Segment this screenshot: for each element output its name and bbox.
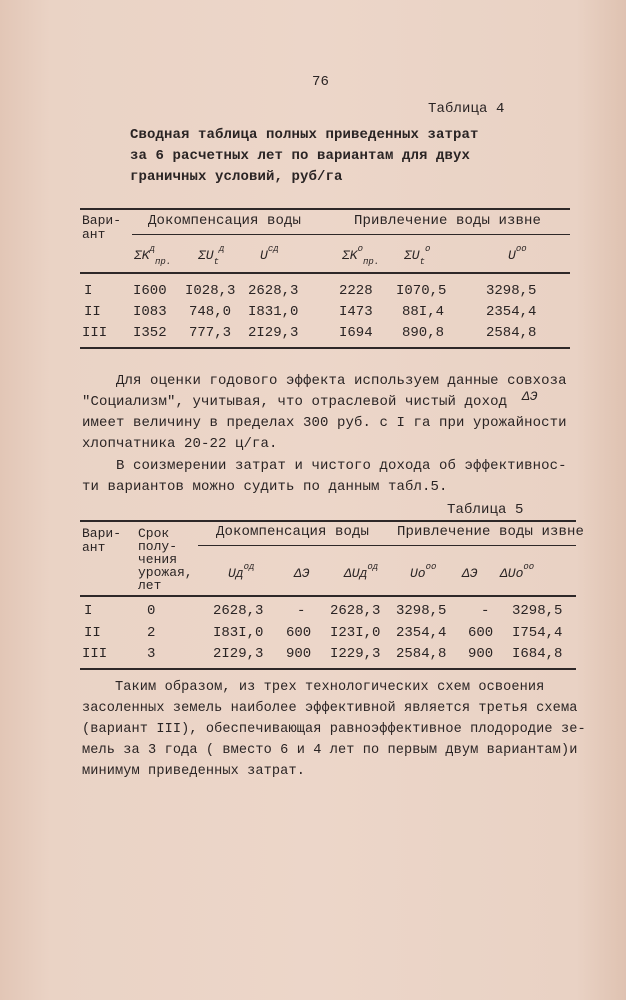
table4-col-variant-line1: Вари- [82,213,122,228]
table5-row2-c7: I754,4 [512,625,563,641]
table4-group-docompensation: Докомпенсация воды [148,213,302,229]
table4-row3-variant: III [82,325,108,341]
para1-line5: В соизмерении затрат и чистого дохода об эффективнос- [82,458,567,474]
table5-row2-c6: 600 [468,625,494,641]
table4-header-u-sum-docomp: $\Sigma U_t^д$ [198,244,225,267]
table5-group-docompensation: Докомпенсация воды [216,524,370,540]
table5-label: Таблица 5 [447,502,524,518]
table4-row1-c6: 3298,5 [486,283,537,299]
para2-line1: Таким образом, из трех технологических схем освоения [82,680,545,695]
para2-line3: (вариант III), обеспечивающая равноэффективное плодородие зе- [82,722,586,737]
table5-col-period-line1: Срок [138,526,170,541]
table5-top-rule [80,520,576,522]
table5-row3-c2: 2I29,3 [213,646,264,662]
table5-header-u-external: $Uо^{оо}$ [410,562,437,581]
table5-bottom-rule [80,668,576,670]
table4-bottom-rule [80,347,570,349]
table5-row3-c3: 900 [286,646,312,662]
para1-line2: "Социализм", учитывая, что отраслевой чистый доход [82,394,508,410]
table4-top-rule [80,208,570,210]
table4-group-external: Привлечение воды извне [354,213,542,229]
table5-row2-c2: I83I,0 [213,625,264,641]
para2-line5: минимум приведенных затрат. [82,764,305,779]
table5-row1-c3: - [297,603,306,619]
table5-row1-c5: 3298,5 [396,603,447,619]
table4-row2-c3: I831,0 [248,304,299,320]
table4-row2-c5: 88I,4 [402,304,445,320]
table5-row3-c4: I229,3 [330,646,381,662]
table5-col-period-line3: чения [138,552,178,567]
table5-col-period-line5: лет [138,578,162,593]
para1-line3: имеет величину в пределах 300 руб. с I га при урожайности [82,415,567,431]
table5-header-delta-e-2: ΔЭ [462,566,478,581]
table4-row2-c2: 748,0 [189,304,232,320]
table4-caption-line2: за 6 расчетных лет по вариантам для двух [130,148,471,164]
table4-row2-c1: I083 [133,304,167,320]
table5-col-period-line2: полу- [138,539,178,554]
table4-row1-c2: I028,3 [185,283,236,299]
table4-header-rule [80,272,570,274]
table4-row3-c6: 2584,8 [486,325,537,341]
table4-header-u-sum-external: $\Sigma U_t^о$ [404,244,431,267]
para1-delta-e-symbol: ΔЭ [522,389,538,404]
table5-row2-c1: 2 [147,625,156,641]
table5-row2-c5: 2354,4 [396,625,447,641]
table5-row1-c7: 3298,5 [512,603,563,619]
table4-row3-c4: I694 [339,325,373,341]
table4-group-rule [132,234,570,235]
table4-row3-c1: I352 [133,325,167,341]
table5-row3-c6: 900 [468,646,494,662]
table4-caption-line3: граничных условий, руб/га [130,169,343,185]
table4-row3-c3: 2I29,3 [248,325,299,341]
table5-header-rule [80,595,576,597]
table5-col-variant-line1: Вари- [82,526,122,541]
table4-header-u-total-docomp: $U^{cд}$ [260,244,279,263]
table5-row1-variant: I [84,603,93,619]
table5-col-period-line4: урожая, [138,565,193,580]
para2-line4: мель за 3 года ( вместо 6 и 4 лет по первым двум вариантам)и [82,743,578,758]
table4-header-u-total-external: $U^{оо}$ [508,244,527,263]
page-number: 76 [312,74,330,90]
table5-row2-c4: I23I,0 [330,625,381,641]
table5-header-delta-e-1: ΔЭ [294,566,310,581]
table4-row2-c6: 2354,4 [486,304,537,320]
para2-line2: засоленных земель наиболее эффективной является третья схема [82,701,578,716]
table5-row2-variant: II [84,625,101,641]
table5-row3-c1: 3 [147,646,156,662]
table4-row2-c4: I473 [339,304,373,320]
para1-line4: хлопчатника 20-22 ц/га. [82,436,278,452]
table4-row1-variant: I [84,283,93,299]
table5-row1-c2: 2628,3 [213,603,264,619]
table4-row3-c5: 890,8 [402,325,445,341]
table5-row3-variant: III [82,646,108,662]
table4-header-k-external: $\Sigma K^о_{пр.}$ [342,244,380,267]
para1-line1: Для оценки годового эффекта используем данные совхоза [82,373,567,389]
table5-row1-c6: - [481,603,490,619]
table5-group-external: Привлечение воды извне [397,524,585,540]
table4-col-variant-line2: ант [82,227,106,242]
table5-row3-c7: I684,8 [512,646,563,662]
table5-col-variant-line2: ант [82,540,106,555]
table4-row1-c1: I600 [133,283,167,299]
table5-group-rule [198,545,576,546]
table4-caption-line1: Сводная таблица полных приведенных затрат [130,127,479,143]
para1-line6: ти вариантов можно судить по данным табл.5. [82,479,448,495]
table4-row1-c3: 2628,3 [248,283,299,299]
table4-label: Таблица 4 [428,101,505,117]
table5-row1-c4: 2628,3 [330,603,381,619]
table5-row2-c3: 600 [286,625,312,641]
table4-row1-c4: 2228 [339,283,373,299]
table4-header-k-docomp: $\Sigma K^д_{пр.}$ [134,244,172,267]
table5-header-u-docomp: $Uд^{од}$ [228,562,255,581]
table4-row2-variant: II [84,304,101,320]
table4-row3-c2: 777,3 [189,325,232,341]
table5-row3-c5: 2584,8 [396,646,447,662]
table5-header-delta-u-external: ΔUо$^{оо}$ [500,562,535,581]
table4-row1-c5: I070,5 [396,283,447,299]
table5-row1-c1: 0 [147,603,156,619]
table5-header-delta-u-docomp: ΔUд$^{од}$ [344,562,379,581]
